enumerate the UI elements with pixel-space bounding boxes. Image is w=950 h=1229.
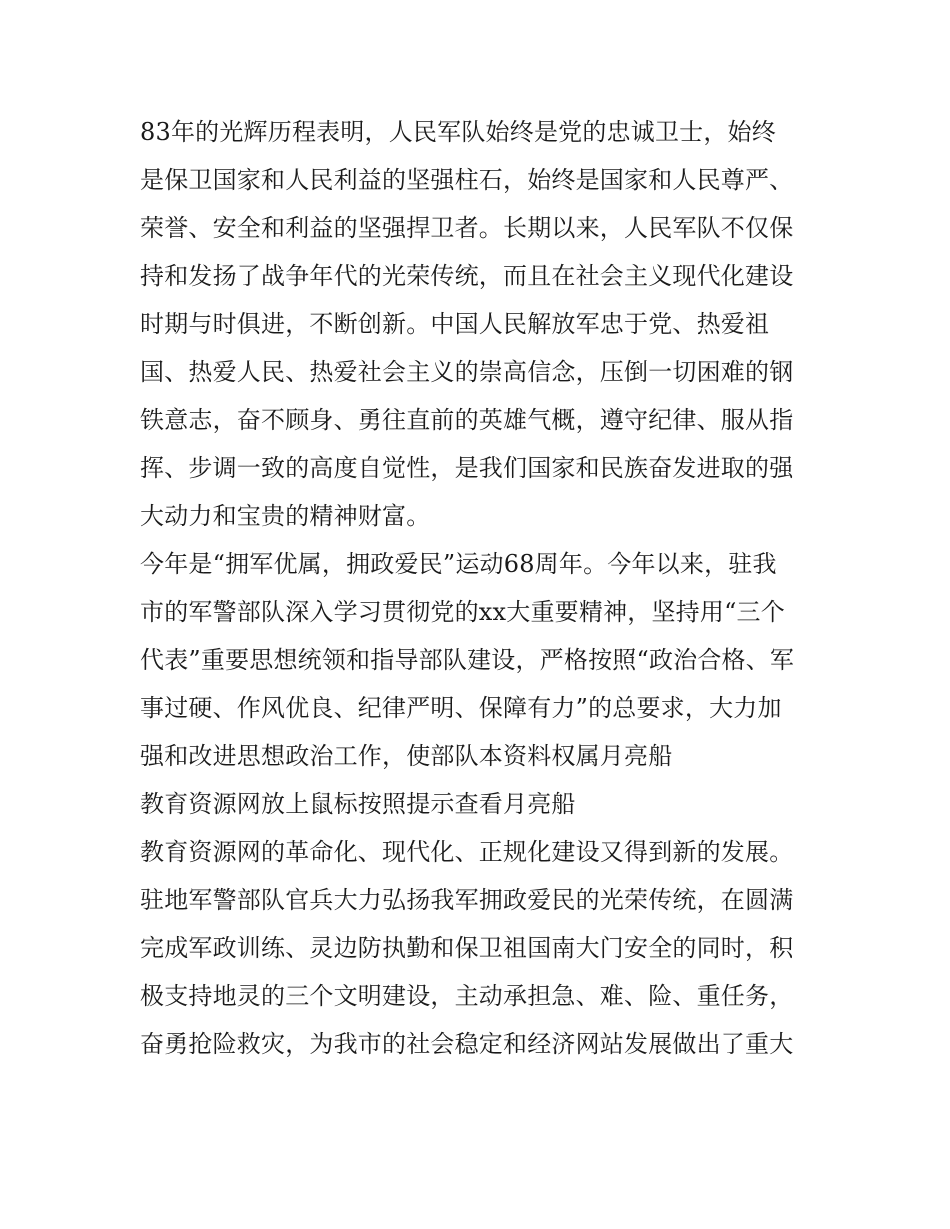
text-line: 市的军警部队深入学习贯彻党的xx大重要精神，坚持用“三个 [140, 598, 785, 626]
text-line: 大动力和宝贵的精神财富。 [140, 502, 431, 530]
document-body [140, 108, 820, 1068]
text-line: 教育资源网的革命化、现代化、正规化建设又得到新的发展。 [140, 838, 794, 866]
text-line: 奋勇抢险救灾，为我市的社会稳定和经济网站发展做出了重大 [140, 1030, 794, 1058]
text-line: 教育资源网放上鼠标按照提示查看月亮船 [140, 790, 576, 818]
text-line: 持和发扬了战争年代的光荣传统，而且在社会主义现代化建设 [140, 262, 794, 290]
text-line: 是保卫国家和人民利益的坚强柱石，始终是国家和人民尊严、 [140, 166, 794, 194]
text-line: 极支持地灵的三个文明建设，主动承担急、难、险、重任务， [140, 982, 794, 1010]
text-line: 完成军政训练、灵边防执勤和保卫祖国南大门安全的同时，积 [140, 934, 794, 962]
text-line: 铁意志，奋不顾身、勇往直前的英雄气概，遵守纪律、服从指 [140, 406, 794, 434]
text-line: 强和改进思想政治工作，使部队本资料权属月亮船 [140, 742, 673, 770]
text-line: 驻地军警部队官兵大力弘扬我军拥政爱民的光荣传统，在圆满 [140, 886, 794, 914]
text-line: 今年是“拥军优属，拥政爱民”运动68周年。今年以来，驻我 [140, 550, 777, 578]
text-line: 代表”重要思想统领和指导部队建设，严格按照“政治合格、军 [140, 646, 795, 674]
text-line: 83年的光辉历程表明，人民军队始终是党的忠诚卫士，始终 [140, 118, 776, 146]
text-line: 挥、步调一致的高度自觉性，是我们国家和民族奋发进取的强 [140, 454, 794, 482]
text-line: 国、热爱人民、热爱社会主义的崇高信念，压倒一切困难的钢 [140, 358, 794, 386]
text-line: 荣誉、安全和利益的坚强捍卫者。长期以来，人民军队不仅保 [140, 214, 794, 242]
text-line: 事过硬、作风优良、纪律严明、保障有力”的总要求，大力加 [140, 694, 782, 722]
text-line: 时期与时俱进，不断创新。中国人民解放军忠于党、热爱祖 [140, 310, 770, 338]
